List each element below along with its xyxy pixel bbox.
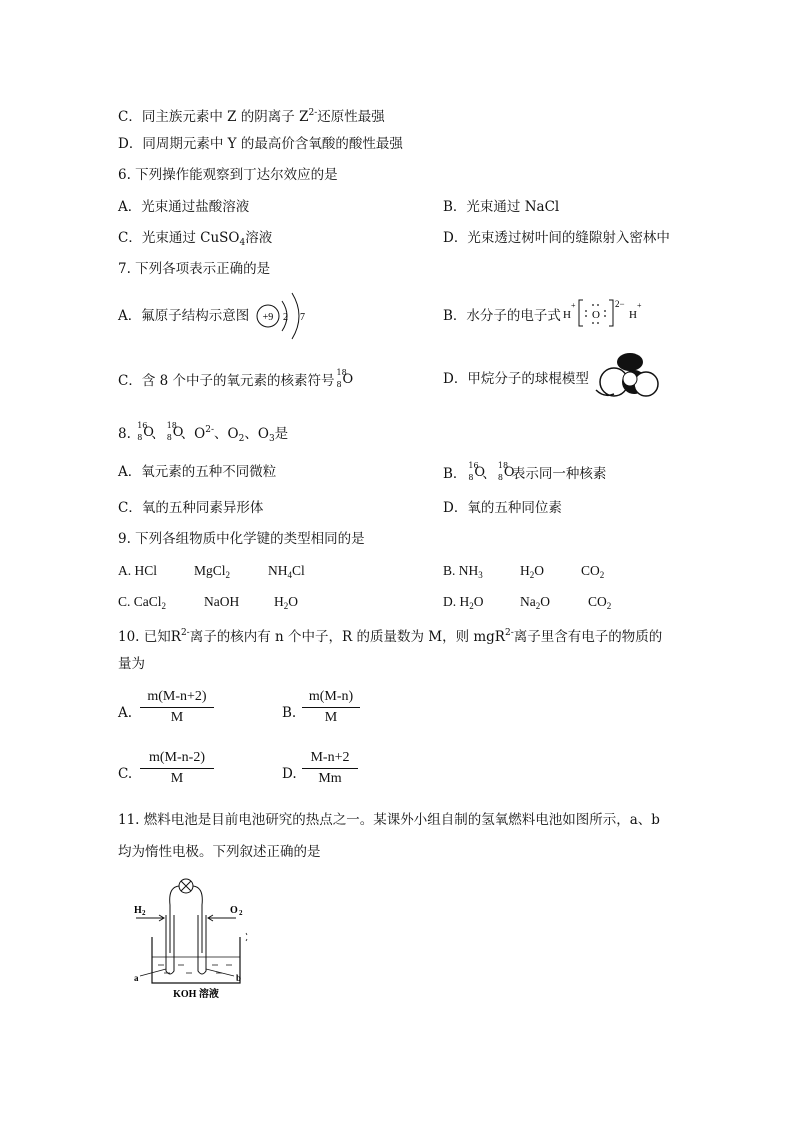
q8-option-b: B． 16 8 O 、 18 8 O 表示同一种核素 — [443, 461, 607, 482]
q6-option-b: B．光束通过 NaCl — [443, 199, 560, 215]
q7-option-b: B．水分子的电子式 — [443, 308, 561, 324]
svg-text:H: H — [563, 309, 571, 321]
fluorine-shell2-label: 7 — [300, 312, 305, 323]
q7-option-a: A．氟原子结构示意图 — [118, 308, 250, 324]
q8-option-d: D．氧的五种同位素 — [443, 500, 562, 516]
q9-option-c: C. CaCl$_2$ — [118, 594, 167, 611]
fluorine-atom-diagram-icon — [254, 289, 314, 343]
q10-option-d-fraction: $\frac{M-n+2}{Mm}$ — [302, 750, 358, 787]
o18-nuclide-symbol: 18 8 O — [166, 421, 184, 442]
q10-option-c-label: C. — [118, 766, 133, 782]
q10-option-a-fraction: $\frac{m(M-n+2)}{M}$ — [140, 689, 214, 726]
o16-nuclide-symbol: 16 8 O — [137, 421, 154, 442]
svg-text:H: H — [629, 309, 637, 321]
q9-option-c-h2o: $H_2O$ — [274, 594, 298, 611]
o18-nuclide-symbol: 18 8 O — [497, 461, 515, 482]
q6-option-a: A．光束通过盐酸溶液 — [118, 199, 250, 215]
q9-option-a: A. HCl — [118, 563, 158, 578]
q11-stem-line2: 均为惰性电极。下列叙述正确的是 — [118, 844, 321, 860]
q9-stem: 9. 下列各组物质中化学键的类型相同的是 — [118, 531, 365, 547]
svg-text:b: b — [236, 973, 242, 983]
svg-text:2−: 2− — [615, 299, 625, 309]
svg-text:+: + — [637, 301, 642, 310]
q6-stem: 6. 下列操作能观察到丁达尔效应的是 — [118, 167, 338, 183]
q9-option-a-mgcl2: MgCl$_2$ — [194, 563, 231, 580]
fuel-cell-diagram-icon — [130, 875, 260, 1005]
q9-option-b-h2o: $H_2O$ — [520, 563, 544, 580]
q10-option-b-label: B. — [282, 705, 297, 721]
q5-option-c: C．同主族元素中 Z 的阴离子 $Z^{2-}$还原性最强 — [118, 108, 385, 125]
q9-option-d: D. $H_2O$ — [443, 594, 484, 611]
svg-text:KOH 溶液: KOH 溶液 — [173, 989, 219, 1000]
svg-text:a: a — [134, 973, 139, 983]
q10-option-d-label: D. — [282, 766, 297, 782]
q10-option-c-fraction: $\frac{m(M-n-2)}{M}$ — [140, 750, 214, 787]
svg-text:H: H — [134, 905, 142, 916]
svg-text:O: O — [230, 905, 238, 916]
q9-option-d-na2o: $Na_2O$ — [520, 594, 550, 611]
q8-stem: 8. 16 8 O 、 18 8 O 、$O^{2-}$、$O_2$、$O_3$是 — [118, 421, 289, 444]
q11-stem: 11. 燃料电池是目前电池研究的热点之一。某课外小组自制的氢氧燃料电池如图所示，a、b — [118, 812, 660, 828]
q9-option-d-co2: $CO_2$ — [588, 594, 612, 611]
q8-option-c: C．氧的五种同素异形体 — [118, 500, 264, 516]
q10-stem-line2: 量为 — [118, 656, 145, 672]
q10-option-a-label: A. — [118, 705, 133, 721]
q9-option-b-co2: $CO_2$ — [581, 563, 605, 580]
o18-nuclide-symbol: 18 8 O — [336, 368, 354, 389]
svg-text:+: + — [571, 301, 576, 310]
q9-option-b: B. $NH_3$ — [443, 563, 483, 580]
q6-option-c: C．光束通过 CuSO$_4$溶液 — [118, 230, 273, 248]
q10-option-b-fraction: $\frac{m(M-n)}{M}$ — [302, 689, 360, 726]
fluorine-nucleus-label: +9 — [262, 312, 274, 323]
methane-ball-stick-model-icon — [592, 348, 664, 406]
q9-option-a-nh4cl: $NH_4Cl$ — [268, 563, 305, 580]
q10-stem: 10. 已知$R^{2-}$离子的核内有 n 个中子，R 的质量数为 M，则 mgR$^{2-}$离子里含有电子的物质的 — [118, 628, 663, 645]
svg-text:2: 2 — [142, 909, 146, 917]
q6-option-d: D．光束透过树叶间的缝隙射入密林中 — [443, 230, 670, 246]
fluorine-shell1-label: 2 — [283, 312, 288, 323]
svg-text:2: 2 — [239, 909, 243, 917]
water-electron-formula-icon — [563, 296, 653, 330]
o16-nuclide-symbol: 16 8 O — [468, 461, 486, 482]
q7-option-c: C．含 8 个中子的氧元素的核素符号 18 8 O — [118, 368, 354, 389]
q8-option-a: A．氧元素的五种不同微粒 — [118, 464, 277, 480]
svg-text:O: O — [592, 309, 600, 321]
q9-option-c-naoh: NaOH — [204, 594, 240, 609]
q7-stem: 7. 下列各项表示正确的是 — [118, 261, 271, 277]
q7-option-d: D．甲烷分子的球棍模型 — [443, 371, 589, 387]
q5-option-d: D．同周期元素中 Y 的最高价含氧酸的酸性最强 — [118, 136, 403, 152]
